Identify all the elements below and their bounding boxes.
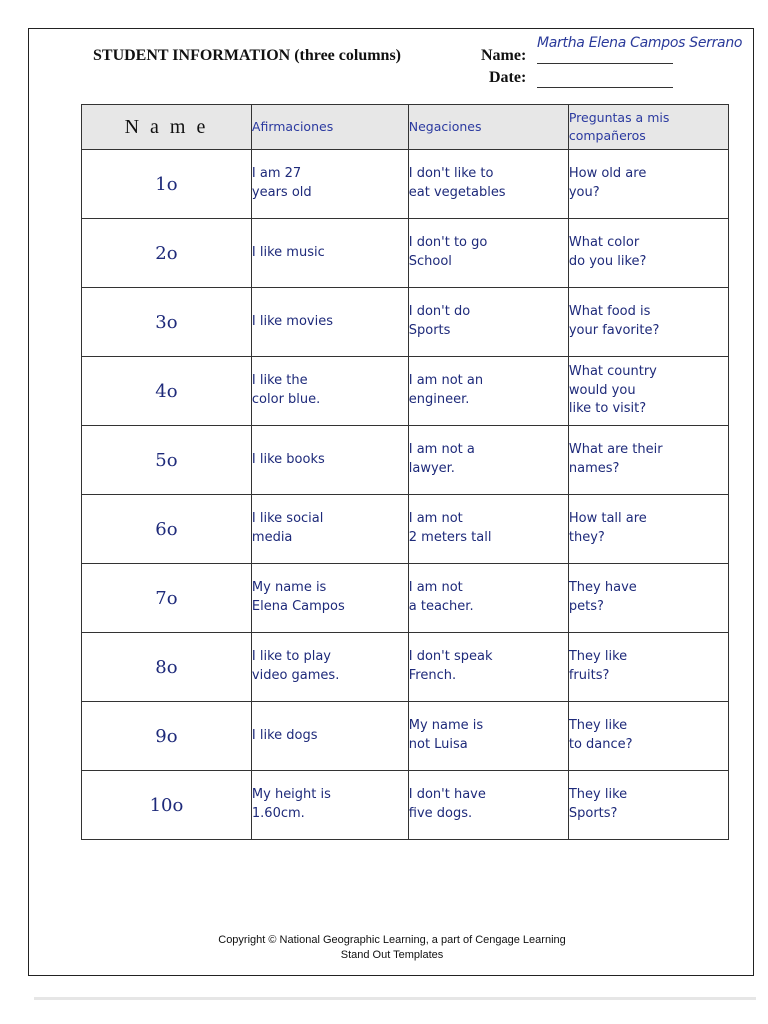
- table-row: [82, 633, 729, 702]
- question-cell: What country would you like to visit?: [568, 357, 728, 426]
- negation-cell: I am not 2 meters tall: [408, 495, 568, 564]
- table-row: [82, 357, 729, 426]
- question-cell: They like fruits?: [568, 633, 728, 702]
- negation-cell: I am not a teacher.: [408, 564, 568, 633]
- copyright-line: Copyright © National Geographic Learning, a part of Cengage Learning: [218, 934, 566, 946]
- date-line: [537, 87, 673, 88]
- worksheet-page: [28, 28, 754, 976]
- row-number: 9o: [82, 702, 252, 771]
- table-row: [82, 426, 729, 495]
- student-info-table: [81, 104, 729, 840]
- row-number: 3o: [82, 288, 252, 357]
- negation-cell: I am not an engineer.: [408, 357, 568, 426]
- question-cell: They like Sports?: [568, 771, 728, 840]
- page-edge-shadow: [34, 997, 756, 1000]
- negation-cell: I don't do Sports: [408, 288, 568, 357]
- question-cell: What are their names?: [568, 426, 728, 495]
- question-cell: How tall are they?: [568, 495, 728, 564]
- negation-cell: My name is not Luisa: [408, 702, 568, 771]
- date-label: Date:: [489, 69, 527, 86]
- table-row: [82, 495, 729, 564]
- row-number: 8o: [82, 633, 252, 702]
- template-name: Stand Out Templates: [340, 948, 444, 961]
- row-number: 10o: [82, 771, 252, 840]
- question-cell: How old are you?: [568, 150, 728, 219]
- name-line: [537, 63, 673, 64]
- table-row: [82, 564, 729, 633]
- affirmation-cell: I like movies: [251, 288, 408, 357]
- row-number: 7o: [82, 564, 252, 633]
- header-preguntas: Preguntas a mis compañeros: [568, 105, 728, 150]
- table-row: [82, 219, 729, 288]
- name-value: Martha Elena Campos Serrano: [537, 35, 743, 51]
- row-number: 6o: [82, 495, 252, 564]
- affirmation-cell: I like books: [251, 426, 408, 495]
- negation-cell: I don't speak French.: [408, 633, 568, 702]
- affirmation-cell: My height is 1.60cm.: [251, 771, 408, 840]
- question-cell: They like to dance?: [568, 702, 728, 771]
- header-afirmaciones: Afirmaciones: [251, 105, 408, 150]
- page-title: STUDENT INFORMATION (three columns): [93, 47, 402, 64]
- affirmation-cell: I am 27 years old: [251, 150, 408, 219]
- negation-cell: I don't like to eat vegetables: [408, 150, 568, 219]
- negation-cell: I don't to go School: [408, 219, 568, 288]
- affirmation-cell: I like dogs: [251, 702, 408, 771]
- table-header-row: [82, 105, 729, 150]
- copyright-footer: [29, 933, 755, 963]
- row-number: 2o: [82, 219, 252, 288]
- table-row: [82, 771, 729, 840]
- row-number: 4o: [82, 357, 252, 426]
- affirmation-cell: I like social media: [251, 495, 408, 564]
- question-cell: What color do you like?: [568, 219, 728, 288]
- table-row: [82, 702, 729, 771]
- header-name: N a m e: [82, 105, 252, 150]
- negation-cell: I am not a lawyer.: [408, 426, 568, 495]
- table-row: [82, 150, 729, 219]
- affirmation-cell: My name is Elena Campos: [251, 564, 408, 633]
- question-cell: They have pets?: [568, 564, 728, 633]
- affirmation-cell: I like music: [251, 219, 408, 288]
- row-number: 5o: [82, 426, 252, 495]
- header-negaciones: Negaciones: [408, 105, 568, 150]
- negation-cell: I don't have five dogs.: [408, 771, 568, 840]
- affirmation-cell: I like the color blue.: [251, 357, 408, 426]
- row-number: 1o: [82, 150, 252, 219]
- affirmation-cell: I like to play video games.: [251, 633, 408, 702]
- table-row: [82, 288, 729, 357]
- name-label: Name:: [481, 47, 527, 64]
- question-cell: What food is your favorite?: [568, 288, 728, 357]
